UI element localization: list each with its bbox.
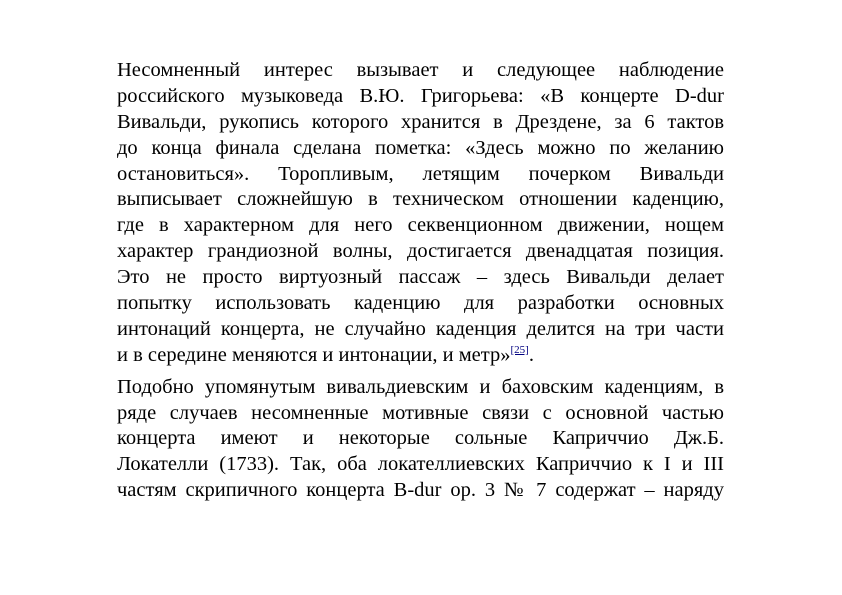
text-line: где в характерном для него секвенционном движении, нощем — [117, 214, 724, 237]
text-line: попытку использовать каденцию для разработки основных — [117, 292, 724, 315]
text-line: концерта имеют и некоторые сольные Каприччио Дж.Б. — [117, 427, 724, 450]
last-line-end: . — [528, 343, 534, 366]
text-line: интонаций концерта, не случайно каденция делится на три части — [117, 317, 724, 340]
text-line: Это не просто виртуозный пассаж – здесь Вивальди делает — [117, 266, 724, 289]
text-line: до конца финала сделана пометка: «Здесь можно по желанию — [117, 136, 724, 159]
paragraph-1 — [117, 58, 724, 369]
paragraph-2 — [117, 375, 724, 504]
text-line: Подобно упомянутым вивальдиевским и баховским каденциям, в — [117, 375, 724, 398]
text-line: остановиться». Торопливым, летящим почерком Вивальди — [117, 162, 724, 185]
footnote-link[interactable]: [25] — [510, 343, 529, 356]
text-line: ряде случаев несомненные мотивные связи с основной частью — [117, 401, 724, 424]
text-line-last — [117, 343, 724, 369]
text-line: частям скрипичного концерта B-dur op. 3 № 7 содержат – наряду — [117, 479, 724, 502]
last-line-text: и в середине меняются и интонации, и метр» — [117, 343, 511, 366]
text-line: российского музыковеда В.Ю. Григорьева: «В концерте D-dur — [117, 84, 724, 107]
text-block — [117, 58, 724, 504]
text-line: Вивальди, рукопись которого хранится в Дрездене, за 6 тактов — [117, 110, 724, 133]
text-line: Несомненный интерес вызывает и следующее наблюдение — [117, 59, 724, 81]
text-line: Локателли (1733). Так, оба локателлиевских Каприччио к I и III — [117, 453, 724, 476]
text-line: выписывает сложнейшую в техническом отношении каденцию, — [117, 188, 724, 211]
text-line: характер грандиозной волны, достигается двенадцатая позиция. — [117, 240, 724, 263]
